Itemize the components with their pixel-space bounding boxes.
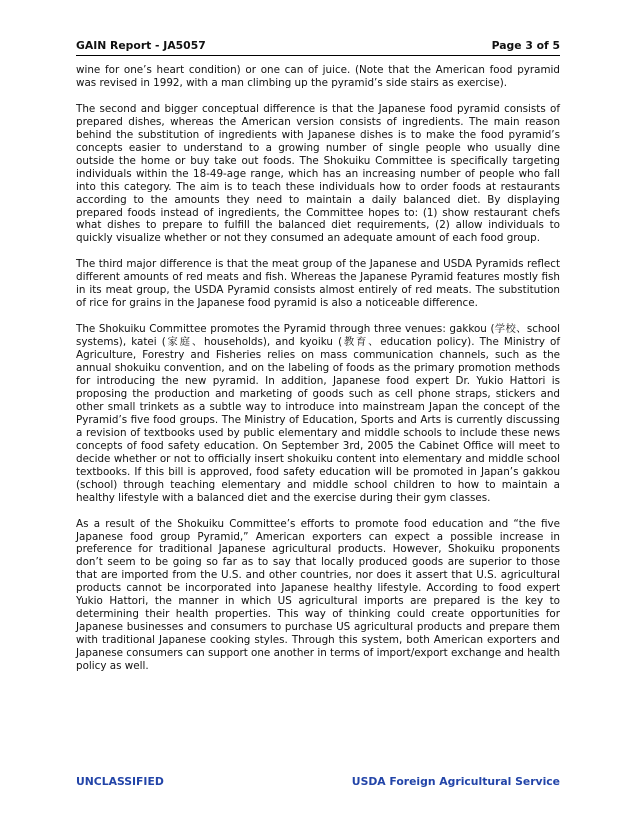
report-title: GAIN Report - JA5057 <box>76 39 206 52</box>
agency-label: USDA Foreign Agricultural Service <box>351 775 560 788</box>
page-header <box>76 36 560 56</box>
paragraph-5: As a result of the Shokuiku Committee’s efforts to promote food education and “the five Japanese food group Pyramid,” American exporters can expect a possible increase in preference for traditional Japanese agricultural products. However, Shokuiku proponents don’t seem to be going so far as to say that locally produced goods are superior to those that are imported from the U.S. and other countries, nor does it assert that U.S. agricultural products cannot be incorporated into Japanese healthy lifestyle. According to food expert Yukio Hattori, the manner in which US agricultural imports are prepared is the key to determining their health properties. This way of thinking could create opportunities for Japanese businesses and consumers to purchase US agricultural products and prepare them with traditional Japanese cooking styles. Through this system, both American exporters and Japanese consumers can support one another in terms of import/export exchange and health policy as well. <box>76 517 560 673</box>
page-footer <box>76 775 560 788</box>
page-number: Page 3 of 5 <box>491 39 560 52</box>
classification-label: UNCLASSIFIED <box>76 775 164 788</box>
paragraph-1: wine for one’s heart condition) or one can of juice. (Note that the American food pyramid was revised in 1992, with a man climbing up the pyramid’s side stairs as exercise). <box>76 64 560 89</box>
report-body <box>76 64 560 686</box>
paragraph-4: The Shokuiku Committee promotes the Pyramid through three venues: gakkou (学校、school systems), katei (家庭、households), and kyoiku (教育、education policy). The Ministry of Agriculture, Forestry and Fisheries relies on mass communication channels, such as the annual shokuiku convention, and on the labeling of foods as the primary promotion methods for introducing the new pyramid. In addition, Japanese food expert Dr. Yukio Hattori is proposing the production and marketing of goods such as cell phone straps, stickers and other small trinkets as a subtle way to introduce into mainstream Japan the concept of the Pyramid’s five food groups. The Ministry of Education, Sports and Arts is currently discussing a revision of textbooks used by public elementary and middle schools to include these news concepts of food safety education. On September 3rd, 2005 the Cabinet Office will meet to decide whether or not to officially insert shokuiku content into elementary and middle school textbooks. If this bill is approved, food safety education will be promoted in Japan’s gakkou (school) through teaching elementary and middle school children to how to maintain a healthy lifestyle with a balanced diet and the exercise during their gym classes. <box>76 323 560 504</box>
paragraph-2: The second and bigger conceptual difference is that the Japanese food pyramid consists of prepared dishes, whereas the American version consists of ingredients. The main reason behind the substitution of ingredients with Japanese dishes is to make the food pyramid’s concepts easier to understand to a growing number of single people who usually dine outside the home or buy take out foods. The Shokuiku Committee is specifically targeting individuals within the 18-49-age range, which has an increasing number of people who fall into this category. The aim is to teach these individuals how to order foods at restaurants according to the amounts they need to maintain a daily balanced diet. By displaying prepared foods instead of ingredients, the Committee hopes to: (1) show restaurant chefs what dishes to prepare to fulfill the balanced diet requirements, (2) allow individuals to quickly visualize whether or not they consumed an adequate amount of each food group. <box>76 102 560 245</box>
paragraph-3: The third major difference is that the meat group of the Japanese and USDA Pyramids reflect different amounts of red meats and fish. Whereas the Japanese Pyramid features mostly fish in its meat group, the USDA Pyramid consists almost entirely of red meats. The substitution of rice for grains in the Japanese food pyramid is also a noticeable difference. <box>76 258 560 310</box>
